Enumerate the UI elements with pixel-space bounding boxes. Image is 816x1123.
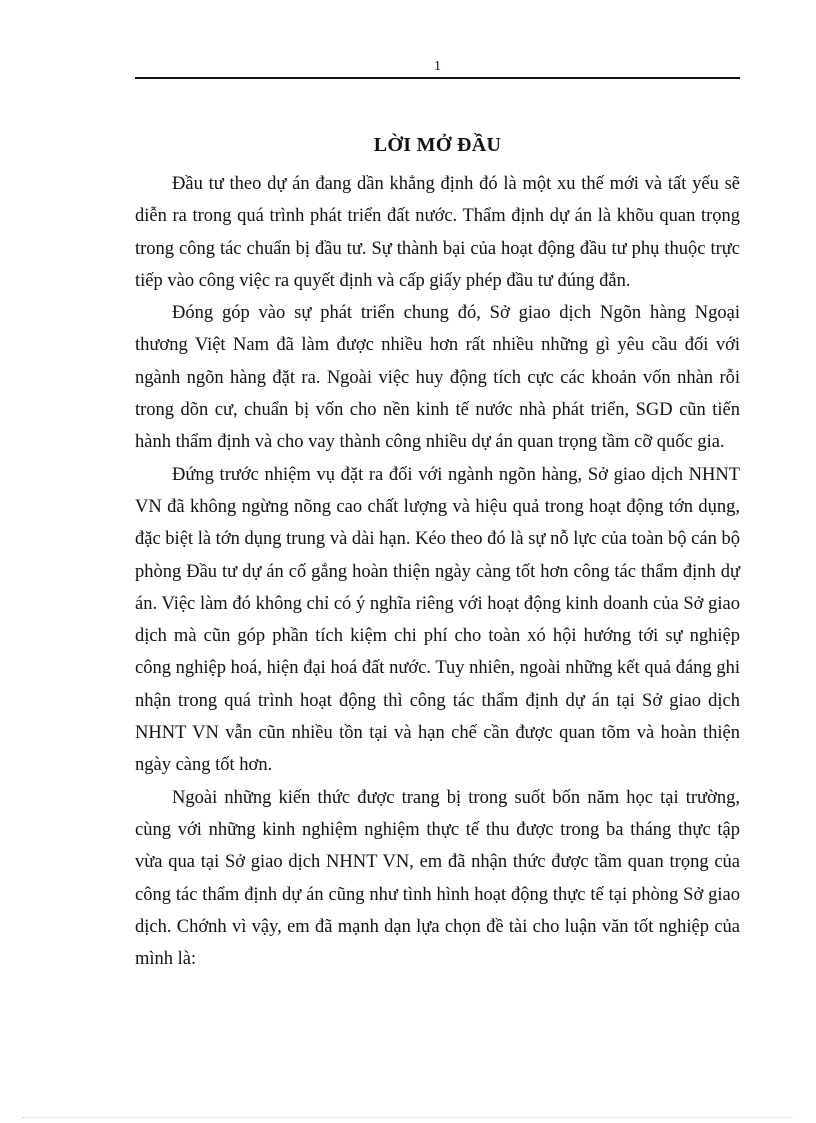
page-number: 1 [434, 59, 441, 74]
header-divider [135, 77, 740, 79]
paragraph: Đứng trước nhiệm vụ đặt ra đối với ngành ngõn hàng, Sở giao dịch NHNT VN đã không ngừng nõng cao chất lượng và hiệu quả trong hoạt động tớn dụng, đặc biệt là tớn dụng trung và dài hạn. Kéo theo đó là sự nỗ lực của toàn bộ cán bộ phòng Đầu tư dự án cố gắng hoàn thiện ngày càng tốt hơn công tác thẩm định dự án. Việc làm đó không chỉ có ý nghĩa riêng với hoạt động kinh doanh của Sở giao dịch mà cũn góp phần tích kiệm chi phí cho toàn xó hội hướng tới sự nghiệp công nghiệp hoá, hiện đại hoá đất nước. Tuy nhiên, ngoài những kết quả đáng ghi nhận trong quá trình hoạt động thì công tác thẩm định dự án tại Sở giao dịch NHNT VN vẫn cũn nhiều tồn tại và hạn chế cần được quan tõm và hoàn thiện ngày càng tốt hơn. [135, 464, 740, 776]
page-title: LỜI MỞ ĐẦU [373, 134, 502, 156]
paragraph: Ngoài những kiến thức được trang bị trong suốt bốn năm học tại trường, cùng với những kinh nghiệm nghiệm thực tế thu được trong ba tháng thực tập vừa qua tại Sở giao dịch NHNT VN, em đã nhận thức được tầm quan trọng của công tác thẩm định dự án cũng như tình hình hoạt động thực tế tại phòng Sở giao dịch. Chớnh vì vậy, em đã mạnh dạn lựa chọn đề tài cho luận văn tốt nghiệp của mình là: [135, 787, 740, 970]
page-bottom-border [22, 1117, 794, 1118]
paragraph: Đóng góp vào sự phát triển chung đó, Sở giao dịch Ngõn hàng Ngoại thương Việt Nam đã làm được nhiều hơn rất nhiều những gì yêu cầu đối với ngành ngõn hàng đặt ra. Ngoài việc huy động tích cực các khoản vốn nhàn rỗi trong dõn cư, chuẩn bị vốn cho nền kinh tế nước nhà phát triển, SGD cũn tiến hành thẩm định và cho vay thành công nhiều dự án quan trọng tầm cỡ quốc gia. [135, 303, 740, 453]
paragraph: Đầu tư theo dự án đang dần khẳng định đó là một xu thế mới và tất yếu sẽ diễn ra trong quá trình phát triển đất nước. Thẩm định dự án là khõu quan trọng trong công tác chuẩn bị đầu tư. Sự thành bại của hoạt động đầu tư phụ thuộc trực tiếp vào công việc ra quyết định và cấp giấy phép đầu tư đúng đắn. [135, 174, 740, 291]
document-body [135, 131, 740, 975]
page-header [135, 58, 740, 79]
